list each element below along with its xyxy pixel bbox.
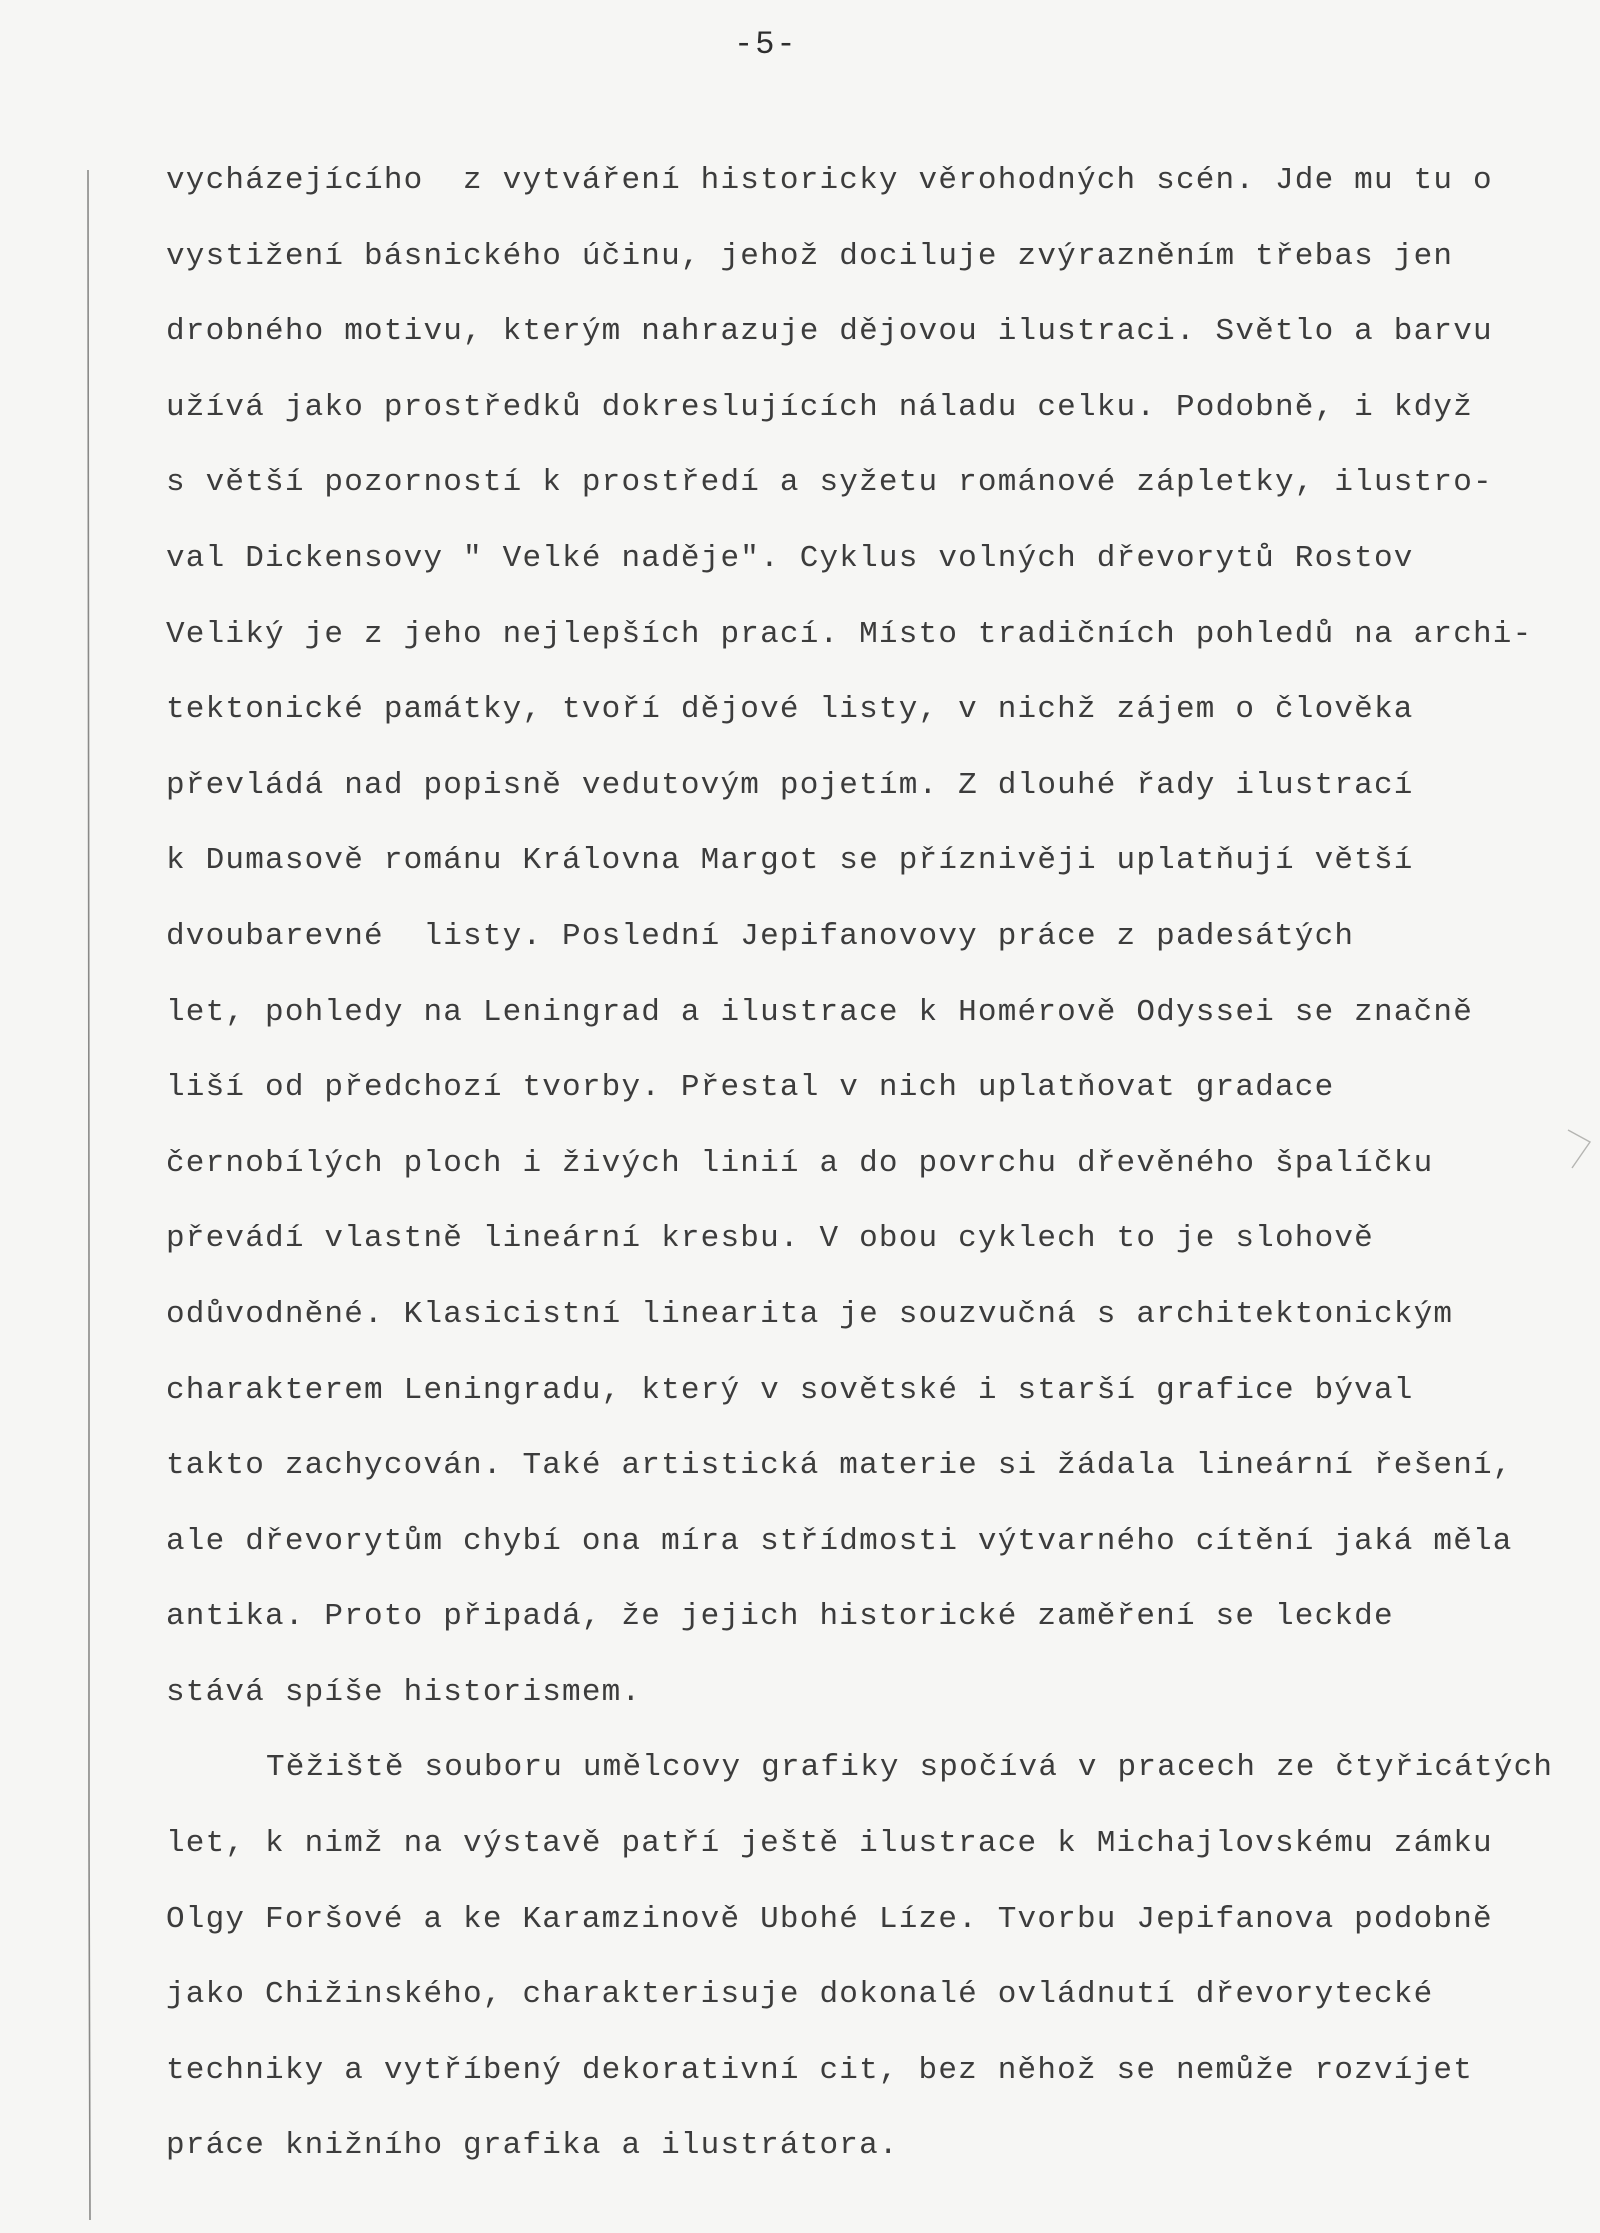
text-line: odůvodněné. Klasicistní linearita je souzvučná s architektonickým bbox=[166, 1296, 1454, 1332]
text-line: let, pohledy na Leningrad a ilustrace k Homérově Odyssei se značně bbox=[166, 994, 1473, 1030]
text-line: práce knižního grafika a ilustrátora. bbox=[166, 2128, 899, 2164]
text-line: stává spíše historismem. bbox=[166, 1674, 642, 1710]
text-line: černobílých ploch i živých linií a do povrchu dřevěného špalíčku bbox=[166, 1145, 1434, 1181]
page-number: -5- bbox=[734, 26, 798, 63]
text-line: převládá nad popisně vedutovým pojetím. Z dlouhé řady ilustrací bbox=[166, 767, 1414, 803]
text-line: techniky a vytříbený dekorativní cit, bez něhož se nemůže rozvíjet bbox=[166, 2052, 1473, 2088]
pencil-margin-line bbox=[86, 170, 92, 2220]
text-line: vycházejícího z vytváření historicky věrohodných scén. Jde mu tu o bbox=[166, 163, 1493, 198]
text-line: let, k nimž na výstavě patří ještě ilustrace k Michajlovskému zámku bbox=[166, 1826, 1493, 1862]
text-line: Olgy Foršové a ke Karamzinově Ubohé Líze. Tvorbu Jepifanova podobně bbox=[166, 1901, 1493, 1937]
text-line: liší od předchozí tvorby. Přestal v nich uplatňovat gradace bbox=[166, 1070, 1335, 1106]
text-line: vystižení básnického účinu, jehož dociluje zvýrazněním třebas jen bbox=[166, 238, 1454, 274]
text-line: převádí vlastně lineární kresbu. V obou cyklech to je slohově bbox=[166, 1221, 1374, 1257]
text-line: Těžiště souboru umělcovy grafiky spočívá v pracech ze čtyřicátých bbox=[266, 1750, 1554, 1786]
text-line: s větší pozorností k prostředí a syžetu románové zápletky, ilustro- bbox=[166, 465, 1493, 501]
text-line: užívá jako prostředků dokreslujících náladu celku. Podobně, i když bbox=[166, 389, 1473, 425]
body-text bbox=[166, 156, 1586, 2197]
text-line: ale dřevorytům chybí ona míra střídmosti výtvarného cítění jaká měla bbox=[166, 1523, 1513, 1559]
text-line: Veliký je z jeho nejlepších prací. Místo tradičních pohledů na archi- bbox=[166, 616, 1533, 652]
text-line: antika. Proto připadá, že jejich historické zaměření se leckde bbox=[166, 1599, 1394, 1635]
text-line: takto zachycován. Také artistická materie si žádala lineární řešení, bbox=[166, 1448, 1513, 1484]
text-line: jako Chižinského, charakterisuje dokonalé ovládnutí dřevorytecké bbox=[166, 1977, 1434, 2013]
text-line: dvoubarevné listy. Poslední Jepifanovovy práce z padesátých bbox=[166, 918, 1355, 954]
text-line: k Dumasově románu Královna Margot se příznivěji uplatňují větší bbox=[166, 843, 1414, 879]
text-line: val Dickensovy " Velké naděje". Cyklus volných dřevorytů Rostov bbox=[166, 540, 1414, 576]
text-line: charakterem Leningradu, který v sovětské i starší grafice býval bbox=[166, 1372, 1414, 1408]
text-line: tektonické památky, tvoří dějové listy, v nichž zájem o člověka bbox=[166, 692, 1414, 728]
text-line: drobného motivu, kterým nahrazuje dějovou ilustraci. Světlo a barvu bbox=[166, 314, 1493, 350]
